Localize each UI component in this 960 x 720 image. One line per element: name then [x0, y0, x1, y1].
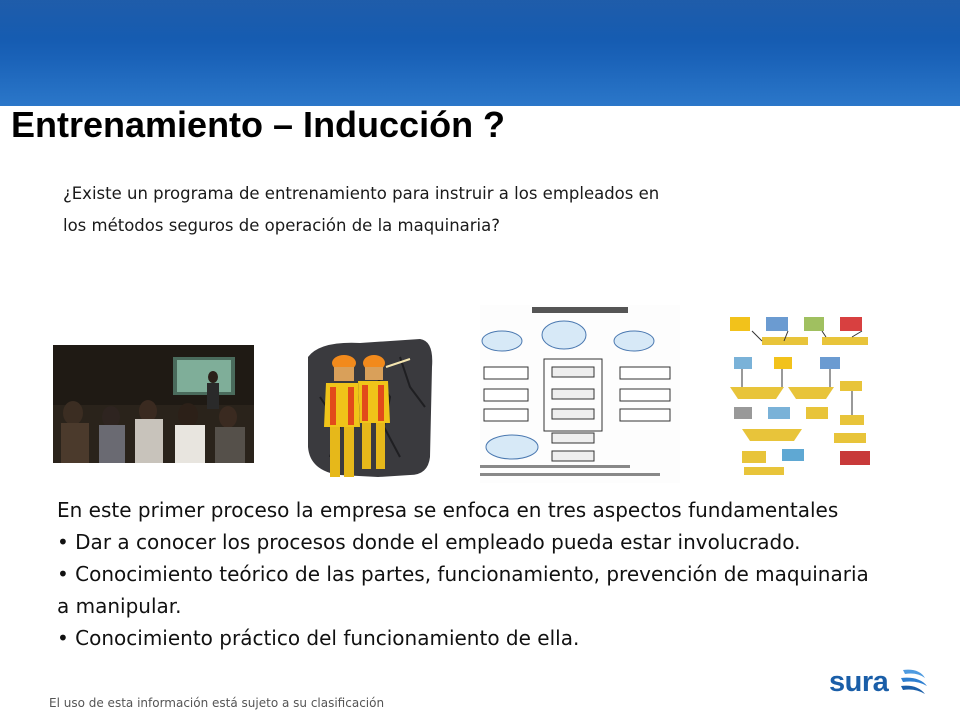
logo-swoosh-icon: [899, 664, 929, 700]
body-text: [57, 494, 887, 654]
intro-text: En este primer proceso la empresa se enfoca en tres aspectos fundamentales: [57, 498, 839, 522]
question-text: ¿Existe un programa de entrenamiento para instruir a los empleados en los métodos seguros de operación de la maquinaria?: [63, 184, 660, 235]
bullet-item: • Conocimiento práctico del funcionamiento de ella.: [57, 622, 887, 654]
process-flowchart-image: [722, 307, 884, 479]
bullet-item: • Conocimiento teórico de las partes, funcionamiento, prevención de maquinaria a manipular.: [57, 558, 887, 622]
miners-illustration: [300, 337, 435, 484]
footer-disclaimer: El uso de esta información está sujeto a su clasificación: [49, 696, 385, 710]
classroom-photo: [53, 345, 254, 463]
logo-text: sura: [829, 666, 889, 698]
sura-logo: [829, 662, 929, 702]
bullet-item: • Dar a conocer los procesos donde el empleado pueda estar involucrado.: [57, 526, 887, 558]
header-banner: [0, 0, 960, 106]
slide-title: Entrenamiento – Inducción ?: [11, 104, 506, 145]
flow-diagram-image: [480, 305, 680, 483]
